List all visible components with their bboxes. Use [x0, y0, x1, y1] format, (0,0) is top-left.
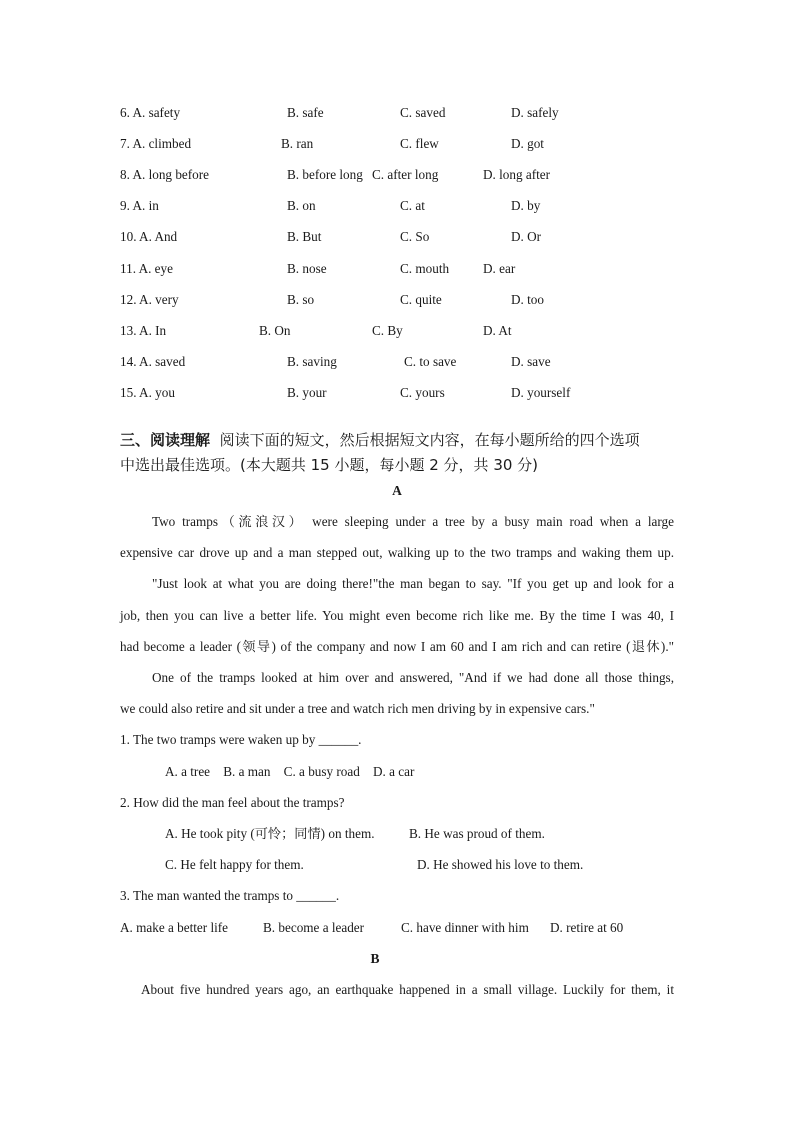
section-3-heading-line — [120, 428, 640, 452]
question-2-option-a: A. He took pity (可怜；同情) on them. — [165, 826, 375, 841]
cloze-option-a: 7. A. climbed — [120, 136, 192, 151]
cloze-option-b: B. on — [287, 198, 316, 213]
passage-a-p1-line2: expensive car drove up and a man stepped out, walking up to the two tramps and waking them up. — [120, 545, 674, 560]
question-1-options: A. a tree B. a man C. a busy road D. a car — [165, 764, 415, 779]
cloze-option-b: B. ran — [281, 136, 314, 151]
passage-a-p2-line2: job, then you can live a better life. You might even become rich like me. By the time I was 40, I — [120, 608, 674, 623]
passage-a-p2-line3: had become a leader (领导) of the company and now I am 60 and I am rich and can retire (退休)." — [120, 639, 674, 654]
cloze-option-a: 11. A. eye — [120, 261, 173, 276]
cloze-option-a: 6. A. safety — [120, 105, 181, 120]
cloze-option-a: 8. A. long before — [120, 167, 209, 182]
cloze-option-c: C. after long — [372, 167, 439, 182]
question-2-option-b: B. He was proud of them. — [409, 826, 545, 841]
cloze-option-c: C. quite — [400, 292, 442, 307]
cloze-option-d: D. long after — [483, 167, 551, 182]
cloze-option-a: 9. A. in — [120, 198, 159, 213]
cloze-option-d: D. safely — [511, 105, 559, 120]
cloze-option-a: 14. A. saved — [120, 354, 186, 369]
question-3-option-c: C. have dinner with him — [401, 920, 529, 935]
cloze-option-c: C. saved — [400, 105, 446, 120]
cloze-option-b: B. so — [287, 292, 315, 307]
cloze-option-c: C. to save — [404, 354, 457, 369]
cloze-option-d: D. by — [511, 198, 541, 213]
passage-b-p1-line1: About five hundred years ago, an earthquake happened in a small village. Luckily for them, it — [141, 982, 674, 997]
question-3-option-b: B. become a leader — [263, 920, 365, 935]
cloze-option-c: C. By — [372, 323, 403, 338]
question-2-option-c: C. He felt happy for them. — [165, 857, 304, 872]
question-3-option-d: D. retire at 60 — [550, 920, 624, 935]
cloze-option-a: 13. A. In — [120, 323, 167, 338]
passage-a-p3-line2: we could also retire and sit under a tree and watch rich men driving by in expensive cars." — [120, 701, 595, 716]
cloze-option-c: C. at — [400, 198, 425, 213]
section-3-instruction: 阅读下面的短文，然后根据短文内容，在每小题所给的四个选项 — [219, 431, 640, 449]
cloze-option-c: C. mouth — [400, 261, 450, 276]
cloze-option-b: B. On — [259, 323, 291, 338]
cloze-option-d: D. Or — [511, 229, 542, 244]
passage-a-p2-line1: "Just look at what you are doing there!"the man began to say. "If you get up and look for a — [152, 576, 674, 591]
question-3-option-a: A. make a better life — [120, 920, 229, 935]
question-2-option-d: D. He showed his love to them. — [417, 857, 584, 872]
cloze-option-b: B. safe — [287, 105, 324, 120]
cloze-option-a: 12. A. very — [120, 292, 179, 307]
passage-a-p1-line1: Two tramps（流浪汉） were sleeping under a tree by a busy main road when a large — [152, 514, 674, 529]
cloze-option-d: D. got — [511, 136, 544, 151]
cloze-option-b: B. But — [287, 229, 322, 244]
cloze-option-a: 10. A. And — [120, 229, 178, 244]
cloze-option-c: C. So — [400, 229, 430, 244]
cloze-option-b: B. your — [287, 385, 327, 400]
question-2: 2. How did the man feel about the tramps? — [120, 795, 345, 810]
cloze-option-b: B. nose — [287, 261, 327, 276]
passage-b-label: B — [370, 951, 380, 966]
cloze-option-b: B. before long — [287, 167, 363, 182]
passage-a-label: A — [392, 483, 402, 498]
cloze-option-d: D. save — [511, 354, 551, 369]
cloze-option-c: C. yours — [400, 385, 445, 400]
cloze-option-d: D. too — [511, 292, 544, 307]
section-3-title: 三、阅读理解 — [120, 431, 211, 449]
cloze-option-b: B. saving — [287, 354, 337, 369]
question-1: 1. The two tramps were waken up by ______. — [120, 732, 362, 747]
cloze-option-d: D. yourself — [511, 385, 571, 400]
cloze-option-d: D. At — [483, 323, 512, 338]
section-3-instruction-cont: 中选出最佳选项。(本大题共 15 小题，每小题 2 分，共 30 分) — [120, 456, 539, 474]
cloze-option-a: 15. A. you — [120, 385, 175, 400]
question-3: 3. The man wanted the tramps to ______. — [120, 888, 340, 903]
cloze-option-c: C. flew — [400, 136, 439, 151]
passage-a-p3-line1: One of the tramps looked at him over and answered, "And if we had done all those things, — [152, 670, 674, 685]
cloze-option-d: D. ear — [483, 261, 516, 276]
